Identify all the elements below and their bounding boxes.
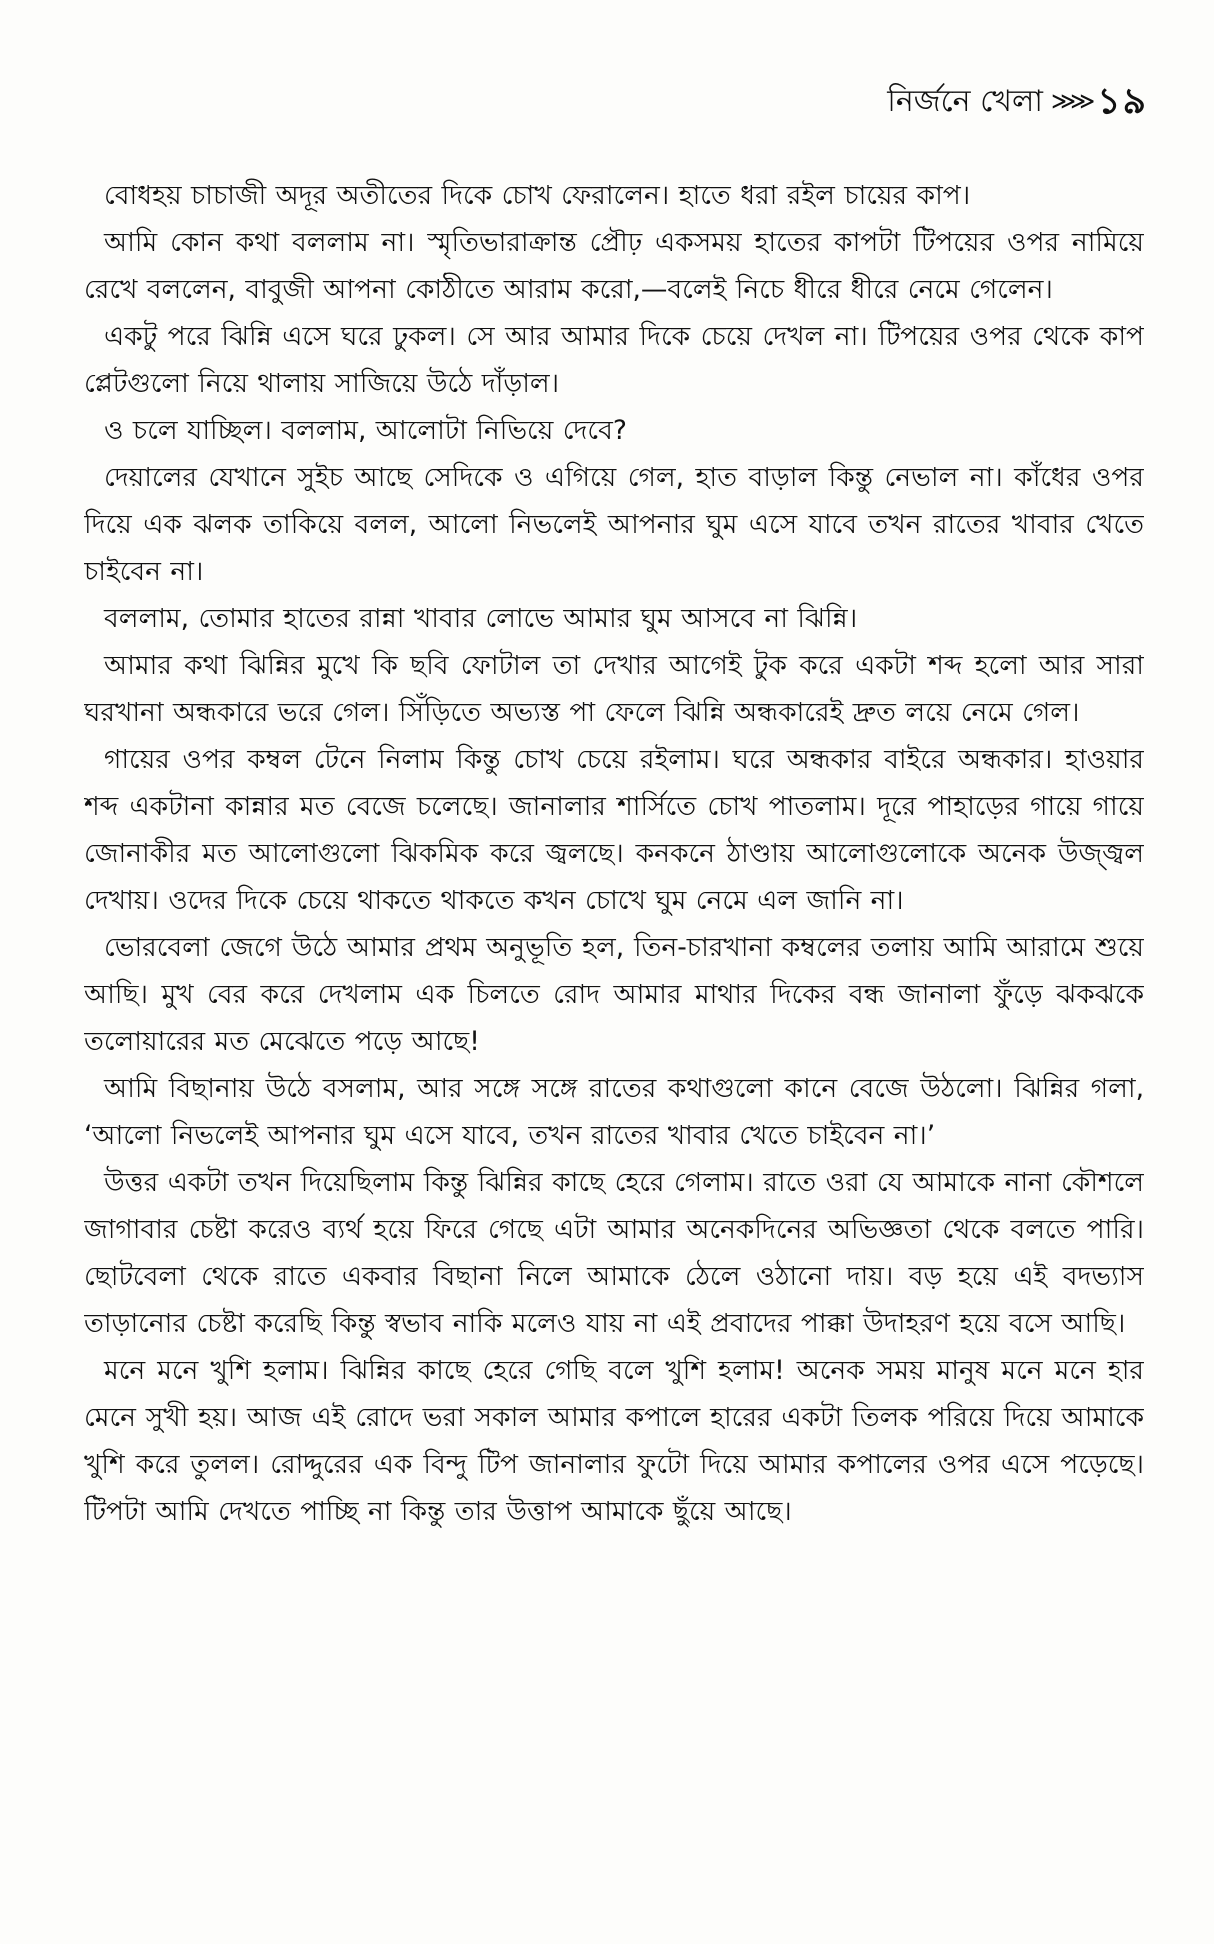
paragraph: গায়ের ওপর কম্বল টেনে নিলাম কিন্তু চোখ চেয়ে রইলাম। ঘরে অন্ধকার বাইরে অন্ধকার। হাওয়ার শব্দ একটানা কান্নার মত বেজে চলেছে। জানালার শার্সিতে চোখ পাতলাম। দূরে পাহাড়ের গায়ে গায়ে জোনাকীর মত আলোগুলো ঝিকমিক করে জ্বলছে। কনকনে ঠাণ্ডায় আলোগুলোকে অনেক উজ্জ্বল দেখায়। ওদের দিকে চেয়ে থাকতে থাকতে কখন চোখে ঘুম নেমে এল জানি না। (84, 744, 1144, 916)
header-arrows-icon: ≫≫ (1051, 87, 1090, 115)
running-header (887, 82, 1148, 122)
paragraph: বললাম, তোমার হাতের রান্না খাবার লোভে আমার ঘুম আসবে না ঝিন্নি। (104, 603, 858, 634)
paragraph: আমি বিছানায় উঠে বসলাম, আর সঙ্গে সঙ্গে রাতের কথাগুলো কানে বেজে উঠলো। ঝিন্নির গলা, ‘আলো নিভলেই আপনার ঘুম এসে যাবে, তখন রাতের খাবার খেতে চাইবেন না।’ (84, 1073, 1144, 1151)
paragraph: ও চলে যাচ্ছিল। বললাম, আলোটা নিভিয়ে দেবে? (104, 415, 627, 446)
paragraph: মনে মনে খুশি হলাম। ঝিন্নির কাছে হেরে গেছি বলে খুশি হলাম! অনেক সময় মানুষ মনে মনে হার মেনে সুখী হয়। আজ এই রোদে ভরা সকাল আমার কপালে হারের একটা তিলক পরিয়ে দিয়ে আমাকে খুশি করে তুলল। রোদ্দুরের এক বিন্দু টিপ জানালার ফুটো দিয়ে আমার কপালের ওপর এসে পড়েছে। টিপটা আমি দেখতে পাচ্ছি না কিন্তু তার উত্তাপ আমাকে ছুঁয়ে আছে। (84, 1355, 1144, 1527)
paragraph: উত্তর একটা তখন দিয়েছিলাম কিন্তু ঝিন্নির কাছে হেরে গেলাম। রাতে ওরা যে আমাকে নানা কৌশলে জাগাবার চেষ্টা করেও ব্যর্থ হয়ে ফিরে গেছে এটা আমার অনেকদিনের অভিজ্ঞতা থেকে বলতে পারি। ছোটবেলা থেকে রাতে একবার বিছানা নিলে আমাকে ঠেলে ওঠানো দায়। বড় হয়ে এই বদভ্যাস তাড়ানোর চেষ্টা করেছি কিন্তু স্বভাব নাকি মলেও যায় না এই প্রবাদের পাক্কা উদাহরণ হয়ে বসে আছি। (84, 1167, 1144, 1339)
paragraph: দেয়ালের যেখানে সুইচ আছে সেদিকে ও এগিয়ে গেল, হাত বাড়াল কিন্তু নেভাল না। কাঁধের ওপর দিয়ে এক ঝলক তাকিয়ে বলল, আলো নিভলেই আপনার ঘুম এসে যাবে তখন রাতের খাবার খেতে চাইবেন না। (84, 462, 1144, 587)
paragraph: আমার কথা ঝিন্নির মুখে কি ছবি ফোটাল তা দেখার আগেই টুক করে একটা শব্দ হলো আর সারা ঘরখানা অন্ধকারে ভরে গেল। সিঁড়িতে অভ্যস্ত পা ফেলে ঝিন্নি অন্ধকারেই দ্রুত লয়ে নেমে গেল। (84, 650, 1144, 728)
page-number: ১৯ (1097, 81, 1148, 122)
body-text (84, 172, 1144, 1892)
paragraph: ভোরবেলা জেগে উঠে আমার প্রথম অনুভূতি হল, তিন-চারখানা কম্বলের তলায় আমি আরামে শুয়ে আছি। মুখ বের করে দেখলাম এক চিলতে রোদ আমার মাথার দিকের বন্ধ জানালা ফুঁড়ে ঝকঝকে তলোয়ারের মত মেঝেতে পড়ে আছে! (84, 932, 1144, 1057)
paragraph: আমি কোন কথা বললাম না। স্মৃতিভারাক্রান্ত প্রৌঢ় একসময় হাতের কাপটা টিপয়ের ওপর নামিয়ে রেখে বললেন, বাবুজী আপনা কোঠীতে আরাম করো,—বলেই নিচে ধীরে ধীরে নেমে গেলেন। (84, 227, 1144, 305)
paragraph: বোধহয় চাচাজী অদূর অতীতের দিকে চোখ ফেরালেন। হাতে ধরা রইল চায়ের কাপ। (104, 180, 971, 211)
book-title: নির্জনে খেলা (887, 84, 1044, 119)
paragraph: একটু পরে ঝিন্নি এসে ঘরে ঢুকল। সে আর আমার দিকে চেয়ে দেখল না। টিপয়ের ওপর থেকে কাপ প্লেটগুলো নিয়ে থালায় সাজিয়ে উঠে দাঁড়াল। (84, 321, 1144, 399)
